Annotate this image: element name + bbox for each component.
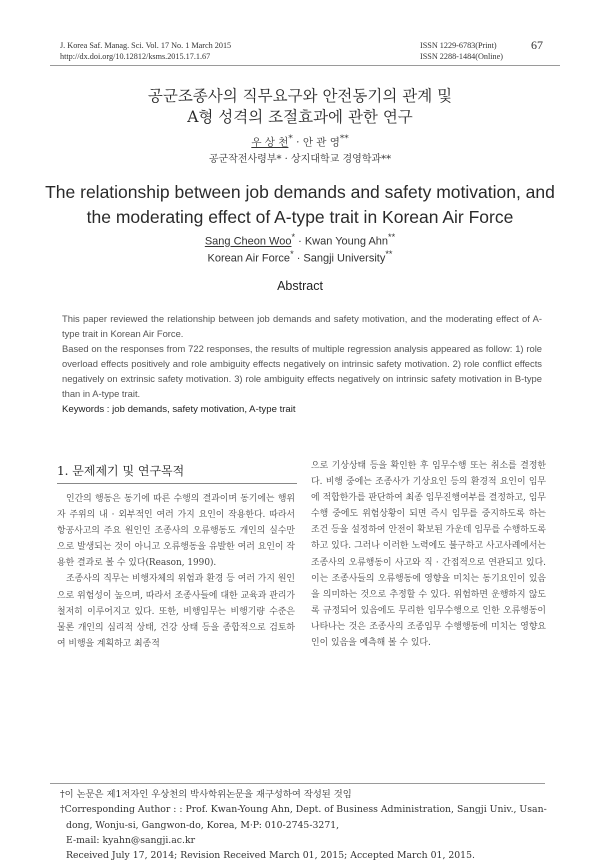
footnotes	[60, 787, 560, 863]
english-affiliations	[0, 246, 600, 267]
english-author1-mark: *	[291, 232, 296, 242]
footnote-received-dates: Received July 17, 2014; Revision Received March 01, 2015; Accepted March 01, 2015.	[66, 850, 475, 862]
korean-title-line1: 공군조종사의 직무요구와 안전동기의 관계 및	[147, 87, 453, 105]
issn-online: ISSN 2288-1484(Online)	[420, 52, 504, 61]
korean-title-line2: A형 성격의 조절효과에 관한 연구	[187, 108, 413, 126]
korean-author-separator: ·	[292, 136, 303, 149]
english-title-line2: the moderating effect of A-type trait in Korean Air Force	[86, 207, 514, 227]
right-paragraph-1: 으로 기상상태 등을 확인한 후 임무수행 또는 취소를 결정한다. 비행 중에는 조종사가 기상요인 등의 환경적 요인이 임무에 적합한가를 판단하여 최종 임무진행여부를 결정하고, 임무수행 중에도 위험상황이 되면 즉시 임무를 중지하도록 하는 조건 등을 설정하여 안전이 확보된 가운데 임무를 수행하도록 하고 있다. 그러나 이러한 노력에도 불구하고 사고사례에서는 조종사의 오류행동이 사고와 직 · 간접적으로 연관되고 있다. 이는 조종사들의 오류행동에 영향을 미치는 동기요인이 있음을 의미하는 것으로 추정할 수 있다. 위험하면 운행하지 않도록 규정되어 있음에도 무리한 임무수행으로 인한 오류행동이 나타나는 것은 조종사의 조종임무 수행행동에 미치는 영향요인이 있음을 예측해 볼 수 있다.	[311, 461, 546, 649]
footnote-rule	[50, 783, 545, 784]
footnote-thesis: †이 논문은 제1저자인 우상천의 박사학위논문을 재구성하여 작성된 것임	[60, 789, 352, 800]
left-column	[57, 491, 295, 652]
english-aff-separator: ·	[293, 252, 304, 265]
abstract-paragraph-2: Based on the responses from 722 responses, the results of multiple regression analysis appeared as follow: 1) role overload effects positively and role ambiguity effects negatively on intrinsic safety motivation. 2) role conflict effects negatively on extrinsic safety motivation. 3) role ambiguity effects negatively on intrinsic safety motivation in B-type than in A-type trait.	[62, 343, 542, 399]
korean-author2: 안 관 영	[302, 136, 340, 149]
korean-authors	[0, 134, 600, 150]
footnote-email[interactable]: E-mail: kyahn@sangji.ac.kr	[66, 834, 196, 846]
korean-author2-mark: **	[339, 134, 349, 144]
section-heading-rule	[57, 483, 297, 484]
abstract-paragraph-1: This paper reviewed the relationship between job demands and safety motivation, and the moderating effect of A-type trait in Korean Air Force.	[62, 313, 542, 339]
english-aff2: Sangji University	[303, 252, 386, 265]
english-aff1: Korean Air Force	[207, 252, 291, 265]
korean-author1-mark: *	[288, 134, 293, 144]
english-author2: Kwan Young Ahn	[304, 235, 389, 248]
left-paragraph-2: 조종사의 직무는 비행자체의 위험과 환경 등 여러 가지 원인으로 위험성이 높으며, 따라서 조종사들에 대한 교육과 관리가 철저히 이루어지고 있다. 또한, 비행임무는 비행기량 수준은 물론 개인의 심리적 상태, 건강 상태 등을 종합적으로 검토하여 비행을 계획하고 최종적	[57, 574, 295, 649]
english-author2-mark: **	[388, 232, 396, 242]
journal-citation: J. Korea Saf. Manag. Sci. Vol. 17 No. 1 March 2015	[60, 41, 232, 50]
right-column	[311, 458, 546, 651]
header-rule	[50, 65, 560, 66]
doi-link[interactable]: http://dx.doi.org/10.12812/ksms.2015.17.1.67	[60, 52, 211, 61]
korean-author1: 우 상 천	[251, 136, 289, 149]
footnote-corresponding-author: †Corresponding Author : : Prof. Kwan-Young Ahn, Dept. of Business Administration, Sangji Univ., Usan-dong, Wonju-si, Gangwon-do, Korea, M·P: 010-2745-3271,	[60, 804, 547, 831]
english-aff2-mark: **	[385, 249, 393, 259]
english-title-line1: The relationship between job demands and safety motivation, and	[45, 182, 555, 202]
abstract-heading: Abstract	[277, 279, 323, 293]
english-aff1-mark: *	[290, 249, 294, 259]
english-author1: Sang Cheon Woo	[204, 235, 292, 248]
left-paragraph-1: 인간의 행동은 동기에 따른 수행의 결과이며 동기에는 행위자 주위의 내 · 외부적인 여러 가지 요인이 작용한다. 따라서 항공사고의 주요 원인인 조종사의 오류행동도 개인의 실수만으로 발생되는 것이 아니고 오류행동을 유발한 여러 요인이 작용한 결과로 볼 수 있다(Reason, 1990).	[57, 494, 295, 569]
english-author-separator: ·	[295, 235, 305, 248]
issn-print: ISSN 1229-6783(Print)	[420, 41, 497, 50]
korean-affiliations: 공군작전사령부* · 상지대학교 경영학과**	[208, 154, 392, 165]
page-number: 67	[531, 38, 543, 52]
abstract-body	[62, 311, 542, 401]
section-heading: 1. 문제제기 및 연구목적	[57, 464, 185, 478]
keywords: Keywords : job demands, safety motivation, A-type trait	[62, 404, 296, 415]
